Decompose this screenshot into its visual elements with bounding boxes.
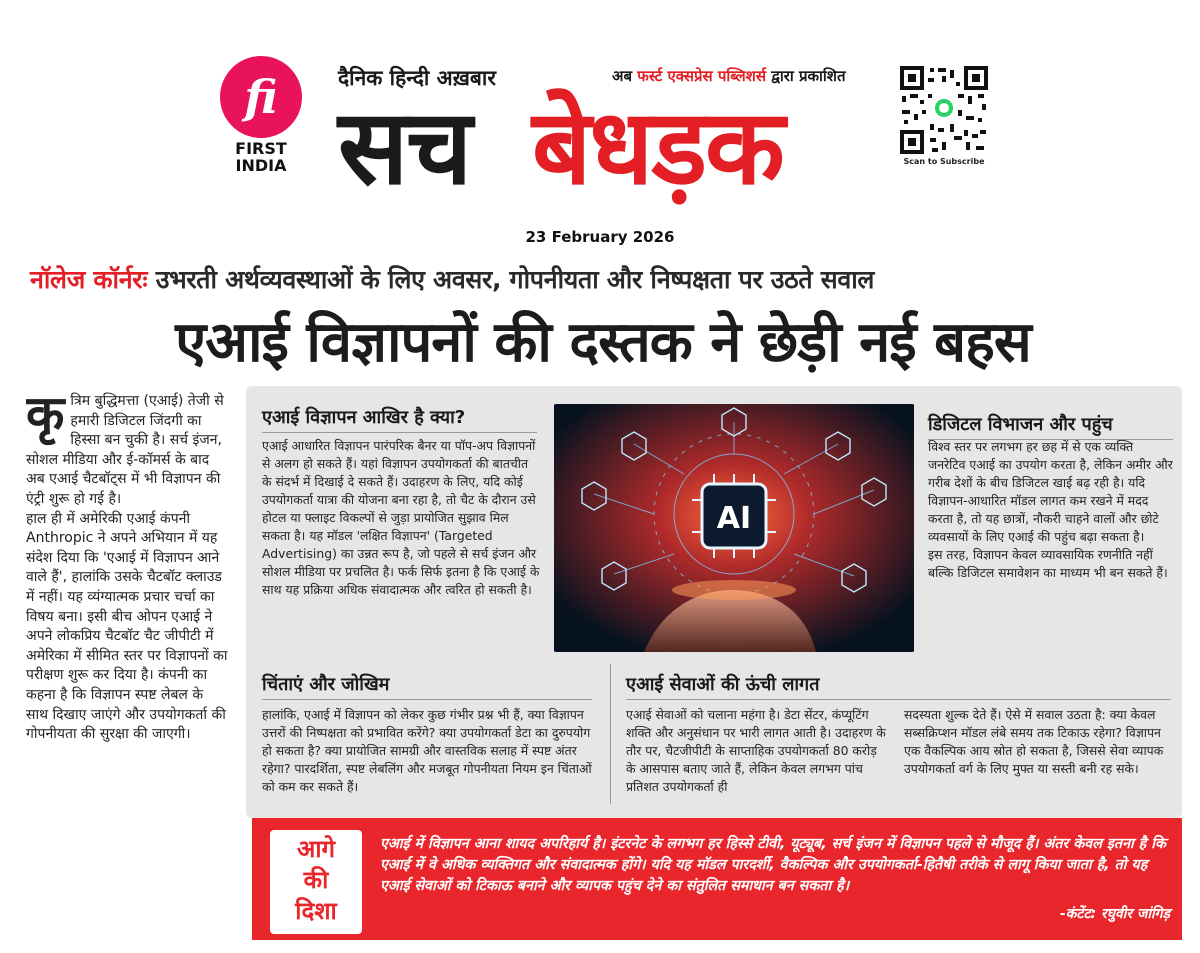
newspaper-title-part2: बेधड़क <box>532 86 783 208</box>
tagline-publisher: फर्स्ट एक्सप्रेस पब्लिशर्स <box>637 67 766 85</box>
ai-illustration-image <box>554 404 914 652</box>
tagline-prefix: अब <box>612 67 633 85</box>
main-headline: एआई विज्ञापनों की दस्तक ने छेड़ी नई बहस <box>175 310 1031 375</box>
left-para-2: हाल ही में अमेरिकी एआई कंपनी Anthropic ने अपने अभियान में यह संदेश दिया कि 'एआई में विज्ञापन आने वाले हैं', हालांकि उसके चैटबॉट क्लाउड में नहीं। यह व्यंग्यात्मक प्रचार चर्चा का विषय बना। इसी बीच ओपन एआई ने अपने लोकप्रिय चैटबॉट चैट जीपीटी में अमेरिका में सीमित स्तर पर विज्ञापनों का परीक्षण शुरू कर दिया है। कंपनी का कहना है कि विज्ञापन स्पष्ट लेबल के साथ दिखाए जाएंगे और उपयोगकर्ता की गोपनीयता की सुरक्षा की जाएगी। <box>26 510 228 743</box>
column-divider <box>610 664 611 804</box>
section-heading-concerns: चिंताएं और जोखिम <box>262 672 592 700</box>
way-forward-label-line3: दिशा <box>295 897 337 925</box>
section-body-digital-divide <box>928 438 1173 658</box>
tagline-suffix: द्वारा प्रकाशित <box>771 67 846 85</box>
logo-brand-name: FIRST INDIA <box>235 139 287 175</box>
kicker-text: उभरती अर्थव्यवस्थाओं के लिए अवसर, गोपनीयता और निष्पक्षता पर उठते सवाल <box>155 265 875 294</box>
section-body-high-cost-col1: एआई सेवाओं को चलाना महंगा है। डेटा सेंटर, कंप्यूटिंग शक्ति और अनुसंधान पर भारी लागत आती है। उदाहरण के तौर पर, चैटजीपीटी के साप्ताहिक उपयोगकर्ता 80 करोड़ के आसपास बताए जाते हैं, लेकिन केवल लगभग पांच प्रतिशत उपयोगकर्ता ही <box>626 707 886 794</box>
section-heading-what-is: एआई विज्ञापन आखिर है क्या? <box>262 405 537 433</box>
issue-date: 23 February 2026 <box>525 228 675 246</box>
section-heading-high-cost: एआई सेवाओं की ऊंची लागत <box>626 672 1171 700</box>
section-body-concerns: हालांकि, एआई में विज्ञापन को लेकर कुछ गंभीर प्रश्न भी हैं, क्या विज्ञापन उत्तरों की निष्पक्षता को प्रभावित करेंगे? क्या उपयोगकर्ता डेटा का दुरुपयोग हो सकता है? क्या प्रायोजित सामग्री और वास्तविक सलाह में स्पष्ट अंतर रहेगा? पारदर्शिता, स्पष्ट लेबलिंग और मजबूत गोपनीयता नियम इन चिंताओं को कम कर सकते हैं। <box>262 707 592 794</box>
section-body-what-is: एआई आधारित विज्ञापन पारंपरिक बैनर या पॉप-अप विज्ञापनों से अलग हो सकते हैं। यहां विज्ञापन उपयोगकर्ता की बातचीत के संदर्भ में दिखाई दे सकते हैं। उदाहरण के लिए, यदि कोई उपयोगकर्ता यात्रा की योजना बना रहा है, तो चैट के दौरान उसे होटल या फ्लाइट विकल्पों से जुड़ा प्रायोजित सुझाव मिल सकता है। यह मॉडल 'लक्षित विज्ञापन' (Targeted Advertising) का उन्नत रूप है, जो पहले से सर्च इंजन और सोशल मीडिया पर प्रचलित है। फर्क सिर्फ इतना है कि एआई के साथ यह प्रक्रिया अधिक संवादात्मक और त्वरित हो सकती है। <box>262 438 540 597</box>
digital-divide-para-1: विश्व स्तर पर लगभग हर छह में से एक व्यक्ति जनरेटिव एआई का उपयोग करता है, लेकिन अमीर और गरीब देशों के बीच डिजिटल खाई बढ़ रही है। यदि विज्ञापन-आधारित मॉडल लागत कम रखने में मदद करता है, तो यह छात्रों, नौकरी चाहने वालों और छोटे व्यवसायों के लिए एआई की पहुंच बढ़ा सकता है। <box>928 439 1173 544</box>
left-para-1: त्रिम बुद्धिमत्ता (एआई) तेजी से हमारी डिजिटल जिंदगी का हिस्सा बन चुकी है। सर्च इंजन, सोशल मीडिया और ई-कॉमर्स के बाद अब एआई चैटबॉट्स में भी विज्ञापन की एंट्री शुरू हो गई है। <box>26 393 224 507</box>
qr-code-icon[interactable] <box>898 64 990 156</box>
content-credit: -कंटेंट: रघुवीर जांगिड़ <box>1059 906 1170 922</box>
way-forward-label <box>270 834 362 927</box>
qr-caption: Scan to Subscribe <box>903 157 985 166</box>
way-forward-label-line2: की <box>303 866 329 894</box>
section-heading-digital-divide: डिजिटल विभाजन और पहुंच <box>928 412 1173 440</box>
ai-chip-label: AI <box>716 501 752 536</box>
first-india-logo <box>220 56 302 138</box>
kicker-line <box>30 262 1180 296</box>
logo-mark: fi <box>244 70 278 124</box>
left-column-article <box>26 392 228 940</box>
masthead-tagline-left: दैनिक हिन्दी अख़बार <box>338 66 496 90</box>
way-forward-text: एआई में विज्ञापन आना शायद अपरिहार्य है। इंटरनेट के लगभग हर हिस्से टीवी, यूट्यूब, सर्च इंजन में विज्ञापन पहले से मौजूद हैं। अंतर केवल इतना है कि एआई में वे अधिक व्यक्तिगत और संवादात्मक होंगे। यदि यह मॉडल पारदर्शी, वैकल्पिक और उपयोगकर्ता-हितैषी तरीके से लागू किया जाता है, तो यह एआई सेवाओं को टिकाऊ बनाने और व्यापक पहुंच देने का संतुलित समाधान बन सकता है। <box>380 836 1166 894</box>
newspaper-title-part1: सच <box>338 86 471 208</box>
way-forward-label-line1: आगे <box>296 835 336 863</box>
digital-divide-para-2: इस तरह, विज्ञापन केवल व्यावसायिक रणनीति नहीं बल्कि डिजिटल समावेशन का माध्यम भी बन सकते हैं। <box>928 547 1168 580</box>
kicker-label: नॉलेज कॉर्नरः <box>30 265 148 294</box>
drop-cap: कृ <box>26 392 65 443</box>
section-body-high-cost-col2: सदस्यता शुल्क देते हैं। ऐसे में सवाल उठता है: क्या केवल सब्सक्रिप्शन मॉडल लंबे समय तक टिकाऊ रहेगा? विज्ञापन एक वैकल्पिक आय स्रोत हो सकता है, जिससे सेवा व्यापक उपयोगकर्ता वर्ग के लिए मुफ्त या सस्ती बनी रह सके। <box>904 707 1164 776</box>
